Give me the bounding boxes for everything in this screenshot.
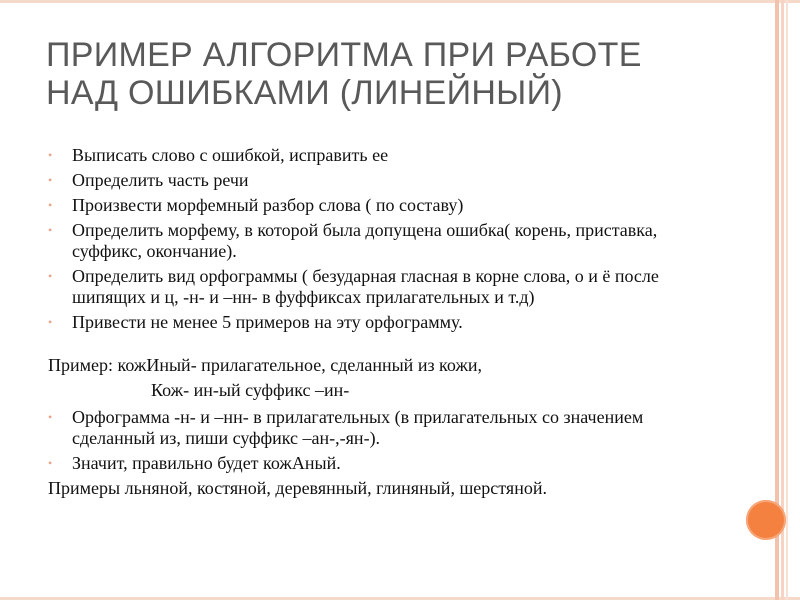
slide-content <box>48 145 688 499</box>
algorithm-steps-list <box>48 145 688 333</box>
example-note: • Орфограмма -н- и –нн- в прилагательных (в прилагательных со значением сделанный из, пиши суффикс –ан-,-ян-). <box>48 407 688 449</box>
algorithm-step: • Выписать слово с ошибкой, исправить ее <box>48 145 688 166</box>
algorithm-step: • Определить вид орфограммы ( безударная гласная в корне слова, о и ё после шипящих и ц, -н- и –нн- в фуффиксах прилагательных и т.д) <box>48 266 688 308</box>
slide-title-line-1: ПРИМЕР АЛГОРИТМА ПРИ РАБОТЕ <box>46 36 642 74</box>
examples-closing-line: Примеры льняной, костяной, деревянный, глиняный, шерстяной. <box>48 478 547 498</box>
top-border-line <box>0 0 800 3</box>
algorithm-step: • Определить часть речи <box>48 170 688 191</box>
example-note: • Значит, правильно будет кожАный. <box>48 453 688 474</box>
example-notes-list <box>48 407 688 474</box>
example-line: Пример: кожИный- прилагательное, сделанный из кожи, <box>48 355 483 375</box>
slide-title <box>46 36 746 112</box>
example-morpheme-line: Кож- ин-ый суффикс –ин- <box>151 380 350 400</box>
frame-stripe-inner <box>786 0 788 600</box>
algorithm-step: • Определить морфему, в которой была допущена ошибка( корень, приставка, суффикс, окончание). <box>48 220 688 262</box>
algorithm-step: • Произвести морфемный разбор слова ( по составу) <box>48 195 688 216</box>
spacer <box>48 337 688 355</box>
algorithm-step: • Привести не менее 5 примеров на эту орфограмму. <box>48 312 688 333</box>
slide-title-line-2: НАД ОШИБКАМИ (ЛИНЕЙНЫЙ) <box>46 74 563 112</box>
orange-circle-decoration <box>746 500 786 540</box>
